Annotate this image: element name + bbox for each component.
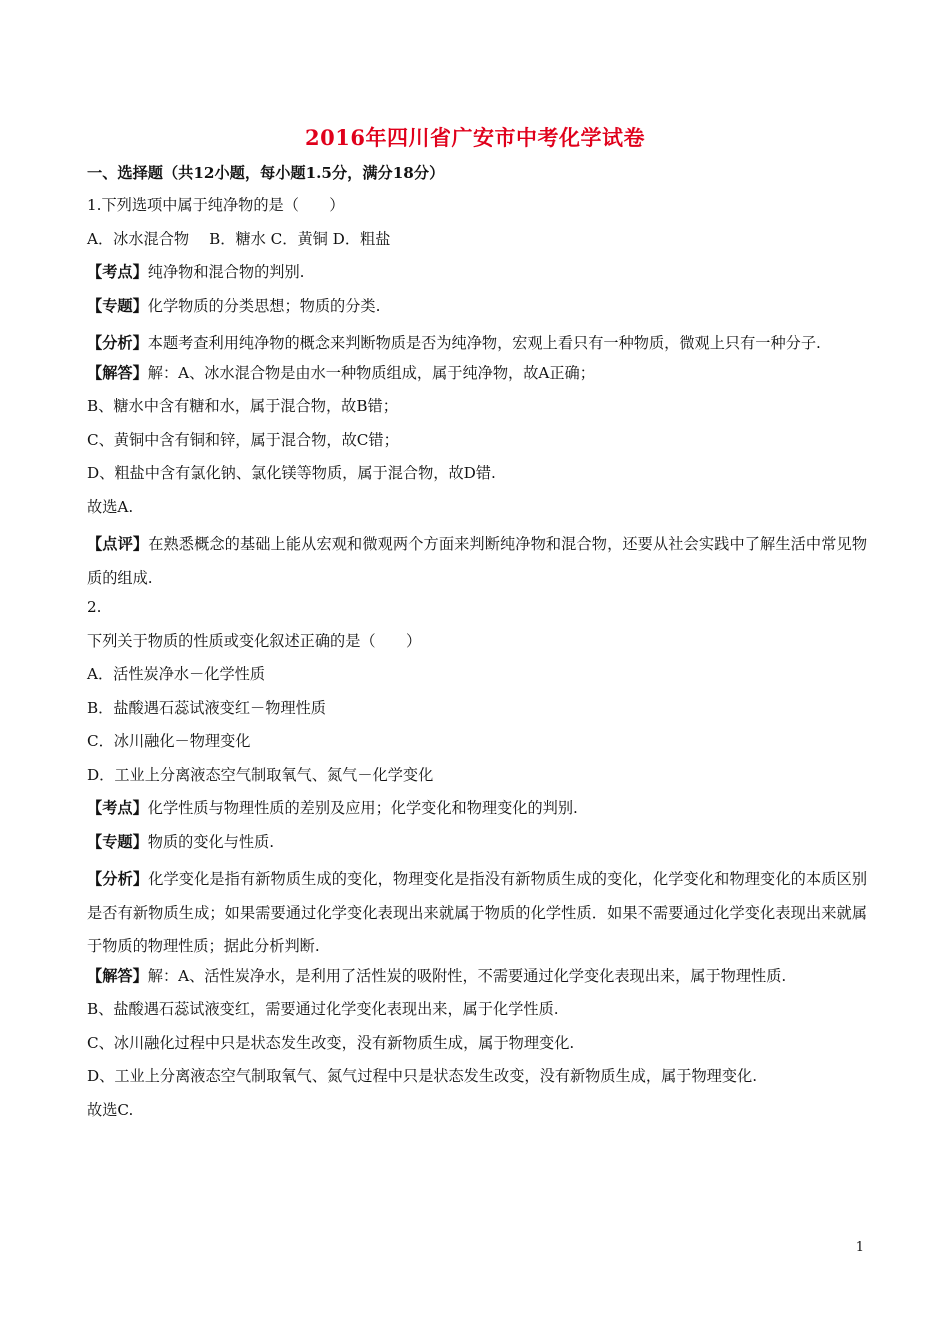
jieda-text: 解：A、冰水混合物是由水一种物质组成，属于纯净物，故A正确；: [147, 363, 595, 382]
page-number: 1: [855, 1240, 864, 1255]
q2-option-c: C．冰川融化－物理变化: [87, 732, 251, 750]
q2-answer: 故选C.: [87, 1100, 134, 1119]
q1-line-c: C、黄铜中含有铜和锌，属于混合物，故C错；: [87, 430, 399, 449]
kaodian-tag: 【考点】: [87, 799, 148, 817]
q1-fenxi: [87, 327, 867, 361]
q2-jieda: [87, 964, 867, 998]
dianping-text: 在熟悉概念的基础上能从宏观和微观两个方面来判断纯净物和混合物，还要从社会实践中了解生活中常见物质的组成.: [87, 535, 868, 587]
q2-line-b: B、盐酸遇石蕊试液变红，需要通过化学变化表现出来，属于化学性质.: [87, 1000, 559, 1018]
q1-options: A．冰水混合物 B．糖水 C．黄铜 D．粗盐: [87, 229, 391, 248]
q2-option-a: A．活性炭净水－化学性质: [87, 665, 266, 683]
kaodian-tag: 【考点】: [87, 263, 148, 281]
q2-option-b: B．盐酸遇石蕊试液变红－物理性质: [87, 698, 326, 717]
zhuanti-text: 化学物质的分类思想；物质的分类.: [147, 296, 381, 315]
q1-zhuanti: [87, 294, 867, 328]
q1-line-b: B、糖水中含有糖和水，属于混合物，故B错；: [87, 397, 398, 415]
q1-dianping: [87, 528, 867, 595]
q1-jieda: [87, 361, 867, 395]
page-title: 2016年四川省广安市中考化学试卷: [305, 125, 645, 150]
q2-option-d: D．工业上分离液态空气制取氧气、氮气－化学变化: [87, 765, 434, 784]
q2-number: 2.: [87, 598, 102, 616]
fenxi-text: 化学变化是指有新物质生成的变化，物理变化是指没有新物质生成的变化，化学变化和物理变化的本质区别是否有新物质生成；如果需要通过化学变化表现出来就属于物质的化学性质．如果不需要通过化学变化表现出来就属于物质的物理性质；据此分析判断.: [87, 870, 868, 955]
dianping-tag: 【点评】: [87, 535, 149, 553]
document-body: [87, 160, 867, 1131]
q2-line-c: C、冰川融化过程中只是状态发生改变，没有新物质生成，属于物理变化.: [87, 1033, 575, 1052]
q2-kaodian: [87, 796, 867, 830]
section-heading: 一、选择题（共12小题，每小题1.5分，满分18分）: [87, 164, 445, 182]
q2-fenxi: [87, 863, 867, 964]
q2-stem: 下列关于物质的性质或变化叙述正确的是（ ）: [87, 631, 422, 650]
zhuanti-tag: 【专题】: [87, 296, 148, 315]
kaodian-text: 化学性质与物理性质的差别及应用；化学变化和物理变化的判别.: [147, 799, 578, 817]
q1-stem: 1.下列选项中属于纯净物的是（ ）: [87, 196, 345, 214]
jieda-tag: 【解答】: [87, 363, 148, 382]
fenxi-tag: 【分析】: [87, 870, 149, 888]
fenxi-text: 本题考查利用纯净物的概念来判断物质是否为纯净物，宏观上看只有一种物质，微观上只有一种分子.: [147, 334, 821, 352]
zhuanti-text: 物质的变化与性质.: [147, 832, 275, 851]
q2-line-d: D、工业上分离液态空气制取氧气、氮气过程中只是状态发生改变，没有新物质生成，属于物理变化.: [87, 1067, 758, 1085]
jieda-text: 解：A、活性炭净水，是利用了活性炭的吸附性，不需要通过化学变化表现出来，属于物理性质.: [147, 966, 787, 985]
q1-kaodian: [87, 260, 867, 294]
jieda-tag: 【解答】: [87, 966, 148, 985]
q1-answer: 故选A.: [87, 497, 134, 516]
q1-line-d: D、粗盐中含有氯化钠、氯化镁等物质，属于混合物，故D错.: [87, 464, 496, 482]
zhuanti-tag: 【专题】: [87, 832, 148, 851]
q2-zhuanti: [87, 830, 867, 864]
fenxi-tag: 【分析】: [87, 334, 148, 352]
kaodian-text: 纯净物和混合物的判别.: [147, 263, 305, 281]
